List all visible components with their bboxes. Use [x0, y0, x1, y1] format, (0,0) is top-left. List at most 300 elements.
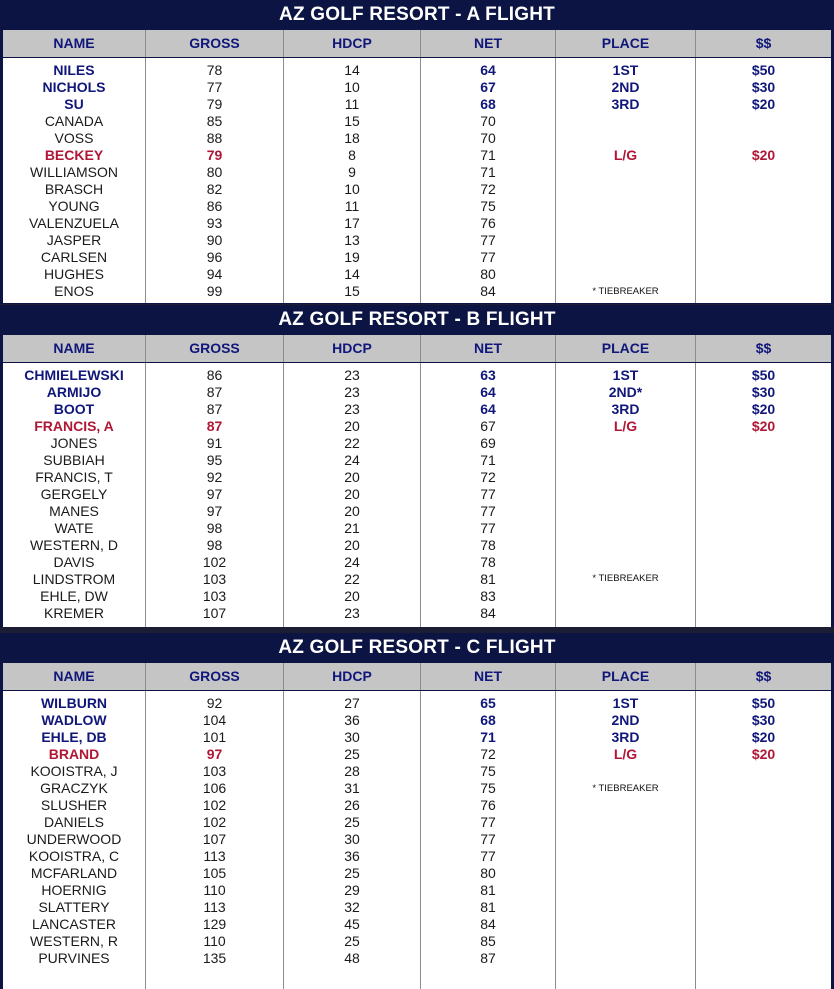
cell-name: UNDERWOOD: [26, 831, 122, 847]
column-place: [556, 58, 696, 303]
cell-gross: 78: [206, 62, 223, 78]
table-body: [3, 58, 831, 303]
cell-place: 3RD: [611, 401, 640, 417]
cell-gross: 107: [202, 831, 227, 847]
cell-name: SUBBIAH: [43, 452, 105, 468]
flight-c-section: [0, 633, 834, 989]
cell-hdcp: 25: [344, 865, 360, 881]
tiebreaker-note: * TIEBREAKER: [592, 286, 659, 297]
cell-place: [556, 605, 695, 622]
cell-hdcp: 14: [344, 62, 360, 78]
cell-money: [696, 848, 831, 865]
table-header: [3, 30, 831, 57]
cell-hdcp: 14: [344, 266, 360, 282]
cell-money: [696, 814, 831, 831]
column-gross: [146, 363, 284, 627]
flight-title: AZ GOLF RESORT - A FLIGHT: [279, 4, 555, 25]
cell-money: $50: [751, 695, 776, 711]
cell-gross: 102: [202, 554, 227, 570]
cell-name: MANES: [49, 503, 99, 519]
cell-hdcp: 28: [344, 763, 360, 779]
tiebreaker-note: * TIEBREAKER: [592, 573, 659, 584]
cell-name: VALENZUELA: [29, 215, 119, 231]
column-net: [421, 58, 556, 303]
cell-hdcp: 20: [344, 588, 360, 604]
cell-hdcp: 19: [344, 249, 360, 265]
cell-name: GRACZYK: [40, 780, 108, 796]
cell-gross: 87: [206, 401, 223, 417]
cell-net: 72: [480, 746, 496, 762]
cell-net: 80: [480, 266, 496, 282]
cell-name: CARLSEN: [40, 249, 108, 265]
cell-money: $20: [751, 96, 776, 112]
cell-name: FRANCIS, A: [34, 418, 114, 434]
cell-place: [556, 249, 695, 266]
cell-money: [696, 916, 831, 933]
cell-money: [696, 831, 831, 848]
cell-money: [696, 181, 831, 198]
cell-gross: 103: [202, 588, 227, 604]
cell-place: [556, 763, 695, 780]
cell-money: [696, 865, 831, 882]
cell-place: [556, 452, 695, 469]
cell-net: 78: [480, 537, 496, 553]
cell-name: JONES: [50, 435, 98, 451]
cell-place: [556, 232, 695, 249]
cell-gross: 104: [202, 712, 227, 728]
cell-net: 77: [480, 249, 496, 265]
table-header: [3, 663, 831, 690]
cell-name: DAVIS: [53, 554, 95, 570]
cell-net: 85: [480, 933, 496, 949]
cell-hdcp: 36: [344, 712, 360, 728]
cell-name: EHLE, DB: [41, 729, 107, 745]
cell-money: $20: [751, 418, 776, 434]
cell-gross: 87: [206, 418, 223, 434]
column-money: [696, 691, 831, 989]
cell-hdcp: 20: [344, 486, 360, 502]
cell-gross: 82: [206, 181, 223, 197]
cell-money: $20: [751, 401, 776, 417]
cell-gross: 88: [206, 130, 223, 146]
column-name: [3, 363, 146, 627]
table-body: [3, 363, 831, 627]
cell-name: CHMIELEWSKI: [24, 367, 124, 383]
cell-gross: 93: [206, 215, 223, 231]
cell-name: ARMIJO: [46, 384, 102, 400]
cell-money: [696, 215, 831, 232]
cell-money: [696, 882, 831, 899]
cell-place: [556, 814, 695, 831]
cell-net: 68: [480, 96, 496, 112]
cell-name: BOOT: [53, 401, 95, 417]
cell-place: [556, 848, 695, 865]
cell-place: L/G: [613, 746, 638, 762]
cell-place: 2ND*: [608, 384, 643, 400]
column-hdcp: [284, 363, 421, 627]
cell-place: [556, 520, 695, 537]
cell-money: [696, 469, 831, 486]
cell-name: FRANCIS, T: [35, 469, 113, 485]
cell-net: 78: [480, 554, 496, 570]
cell-hdcp: 8: [348, 147, 356, 163]
column-money: [696, 363, 831, 627]
cell-gross: 129: [202, 916, 227, 932]
cell-hdcp: 20: [344, 418, 360, 434]
cell-hdcp: 23: [344, 605, 360, 621]
column-hdcp: [284, 691, 421, 989]
cell-net: 84: [480, 283, 496, 299]
column-name: [3, 58, 146, 303]
cell-hdcp: 13: [344, 232, 360, 248]
cell-place: 2ND: [611, 79, 640, 95]
cell-place: [556, 537, 695, 554]
cell-net: 84: [480, 916, 496, 932]
header-name: NAME: [3, 663, 146, 690]
cell-hdcp: 36: [344, 848, 360, 864]
cell-net: 84: [480, 605, 496, 621]
cell-name: SU: [64, 96, 84, 112]
cell-net: 77: [480, 232, 496, 248]
cell-hdcp: 20: [344, 537, 360, 553]
header-hdcp: HDCP: [284, 30, 421, 57]
cell-name: KREMER: [44, 605, 104, 621]
cell-hdcp: 32: [344, 899, 360, 915]
cell-place: [556, 215, 695, 232]
cell-hdcp: 48: [344, 950, 360, 966]
cell-hdcp: 25: [344, 814, 360, 830]
header-gross: GROSS: [146, 335, 284, 362]
cell-gross: 97: [206, 503, 223, 519]
cell-hdcp: 21: [344, 520, 360, 536]
cell-net: 71: [480, 164, 496, 180]
cell-name: DANIELS: [44, 814, 104, 830]
cell-hdcp: 15: [344, 113, 360, 129]
cell-gross: 98: [206, 537, 223, 553]
cell-name: KOOISTRA, J: [30, 763, 118, 779]
flight-b-section: [0, 305, 834, 627]
cell-name: MCFARLAND: [30, 865, 118, 881]
cell-name: JASPER: [46, 232, 102, 248]
cell-gross: 79: [206, 96, 223, 112]
cell-place: [556, 198, 695, 215]
cell-gross: 85: [206, 113, 223, 129]
column-gross: [146, 691, 284, 989]
cell-name: VOSS: [54, 130, 94, 146]
cell-money: $20: [751, 147, 776, 163]
cell-hdcp: 31: [344, 780, 360, 796]
cell-net: 72: [480, 181, 496, 197]
column-gross: [146, 58, 284, 303]
cell-hdcp: 30: [344, 729, 360, 745]
cell-gross: 97: [206, 746, 223, 762]
cell-gross: 105: [202, 865, 227, 881]
cell-money: [696, 198, 831, 215]
cell-hdcp: 23: [344, 367, 360, 383]
cell-place: [556, 181, 695, 198]
header-money: $$: [755, 668, 772, 684]
cell-gross: 98: [206, 520, 223, 536]
cell-gross: 92: [206, 469, 223, 485]
cell-place: [556, 486, 695, 503]
cell-name: HOERNIG: [41, 882, 107, 898]
cell-place: 3RD: [611, 96, 640, 112]
header-net: NET: [421, 663, 556, 690]
cell-place: [556, 899, 695, 916]
cell-place: 1ST: [612, 367, 639, 383]
cell-money: $20: [751, 746, 776, 762]
cell-place: [556, 865, 695, 882]
cell-gross: 91: [206, 435, 223, 451]
cell-gross: 102: [202, 797, 227, 813]
cell-gross: 103: [202, 571, 227, 587]
cell-money: [696, 537, 831, 554]
cell-net: 69: [480, 435, 496, 451]
cell-net: 71: [480, 147, 496, 163]
cell-money: [696, 763, 831, 780]
cell-money: [696, 164, 831, 181]
cell-net: 77: [480, 503, 496, 519]
cell-net: 70: [480, 130, 496, 146]
cell-money: [696, 571, 831, 588]
header-place: PLACE: [556, 663, 696, 690]
header-money: $$: [755, 340, 772, 356]
cell-place: [556, 950, 695, 967]
cell-name: ENOS: [54, 283, 94, 299]
cell-money: [696, 232, 831, 249]
cell-net: 64: [480, 401, 496, 417]
cell-gross: 101: [202, 729, 227, 745]
cell-hdcp: 25: [344, 746, 360, 762]
header-hdcp: HDCP: [284, 663, 421, 690]
cell-hdcp: 29: [344, 882, 360, 898]
cell-net: 75: [480, 763, 496, 779]
cell-gross: 86: [206, 198, 223, 214]
cell-money: [696, 113, 831, 130]
cell-name: YOUNG: [48, 198, 100, 214]
flight-title: AZ GOLF RESORT - B FLIGHT: [278, 309, 556, 330]
cell-place: [556, 933, 695, 950]
cell-net: 81: [480, 882, 496, 898]
cell-net: 64: [480, 62, 496, 78]
cell-gross: 80: [206, 164, 223, 180]
table-body: [3, 691, 831, 989]
cell-gross: 113: [203, 848, 226, 864]
cell-name: LANCASTER: [31, 916, 117, 932]
cell-name: SLUSHER: [40, 797, 108, 813]
cell-hdcp: 27: [344, 695, 360, 711]
cell-net: 76: [480, 797, 496, 813]
cell-net: 77: [480, 486, 496, 502]
cell-net: 67: [480, 79, 496, 95]
cell-place: [556, 882, 695, 899]
cell-place: L/G: [613, 147, 638, 163]
cell-net: 63: [480, 367, 496, 383]
cell-place: 2ND: [611, 712, 640, 728]
cell-name: GERGELY: [40, 486, 108, 502]
cell-hdcp: 23: [344, 384, 360, 400]
cell-money: $20: [751, 729, 776, 745]
cell-hdcp: 10: [344, 181, 360, 197]
cell-name: KOOISTRA, C: [28, 848, 120, 864]
cell-net: 65: [480, 695, 496, 711]
cell-hdcp: 20: [344, 503, 360, 519]
cell-place: [556, 164, 695, 181]
header-gross: GROSS: [146, 663, 284, 690]
cell-money: [696, 933, 831, 950]
cell-net: 71: [480, 452, 496, 468]
cell-gross: 94: [206, 266, 223, 282]
header-money: $$: [755, 35, 772, 51]
header-name: NAME: [3, 30, 146, 57]
cell-gross: 113: [203, 899, 226, 915]
cell-hdcp: 30: [344, 831, 360, 847]
tiebreaker-note: * TIEBREAKER: [592, 783, 659, 794]
cell-hdcp: 11: [344, 96, 360, 112]
cell-name: LINDSTROM: [32, 571, 116, 587]
cell-name: WESTERN, D: [30, 537, 118, 553]
cell-net: 77: [480, 848, 496, 864]
cell-hdcp: 11: [344, 198, 360, 214]
cell-money: [696, 486, 831, 503]
cell-gross: 99: [206, 283, 223, 299]
cell-net: 81: [480, 571, 496, 587]
cell-net: 77: [480, 831, 496, 847]
flight-a-section: [0, 0, 834, 304]
cell-net: 81: [480, 899, 496, 915]
cell-gross: 90: [206, 232, 223, 248]
cell-name: WILLIAMSON: [30, 164, 118, 180]
cell-money: [696, 605, 831, 622]
cell-name: CANADA: [44, 113, 104, 129]
cell-net: 76: [480, 215, 496, 231]
column-place: [556, 691, 696, 989]
header-hdcp: HDCP: [284, 335, 421, 362]
cell-net: 83: [480, 588, 496, 604]
column-money: [696, 58, 831, 303]
cell-gross: 110: [203, 882, 226, 898]
cell-gross: 135: [202, 950, 227, 966]
cell-gross: 96: [206, 249, 223, 265]
cell-place: [556, 113, 695, 130]
cell-money: [696, 950, 831, 967]
cell-money: [696, 503, 831, 520]
cell-hdcp: 17: [344, 215, 360, 231]
cell-place: [556, 130, 695, 147]
column-hdcp: [284, 58, 421, 303]
cell-net: 71: [480, 729, 496, 745]
cell-money: [696, 797, 831, 814]
cell-money: $30: [751, 79, 776, 95]
cell-gross: 102: [202, 814, 227, 830]
cell-name: WATE: [54, 520, 94, 536]
cell-money: [696, 266, 831, 283]
cell-gross: 107: [202, 605, 227, 621]
cell-money: $30: [751, 384, 776, 400]
column-name: [3, 691, 146, 989]
cell-money: [696, 452, 831, 469]
cell-money: [696, 130, 831, 147]
cell-net: 77: [480, 814, 496, 830]
cell-place: 1ST: [612, 695, 639, 711]
cell-place: [556, 797, 695, 814]
cell-name: BRASCH: [44, 181, 104, 197]
cell-name: HUGHES: [44, 266, 104, 282]
cell-money: [696, 899, 831, 916]
cell-name: WESTERN, R: [30, 933, 118, 949]
cell-net: 70: [480, 113, 496, 129]
cell-hdcp: 24: [344, 452, 360, 468]
cell-net: 75: [480, 198, 496, 214]
cell-hdcp: 24: [344, 554, 360, 570]
header-gross: GROSS: [146, 30, 284, 57]
cell-money: $50: [751, 62, 776, 78]
cell-name: WADLOW: [41, 712, 107, 728]
cell-money: [696, 588, 831, 605]
cell-name: NICHOLS: [42, 79, 106, 95]
cell-gross: 79: [206, 147, 223, 163]
cell-net: 75: [480, 780, 496, 796]
cell-gross: 95: [206, 452, 223, 468]
cell-hdcp: 18: [344, 130, 360, 146]
header-net: NET: [421, 30, 556, 57]
cell-name: PURVINES: [38, 950, 110, 966]
cell-hdcp: 45: [344, 916, 360, 932]
cell-money: $50: [751, 367, 776, 383]
cell-place: 1ST: [612, 62, 639, 78]
cell-gross: 106: [202, 780, 227, 796]
cell-gross: 110: [203, 933, 226, 949]
cell-money: [696, 520, 831, 537]
cell-hdcp: 22: [344, 435, 360, 451]
cell-money: [696, 435, 831, 452]
cell-name: NILES: [53, 62, 95, 78]
cell-hdcp: 26: [344, 797, 360, 813]
cell-hdcp: 15: [344, 283, 360, 299]
cell-gross: 86: [206, 367, 223, 383]
cell-hdcp: 22: [344, 571, 360, 587]
cell-money: [696, 249, 831, 266]
cell-place: [556, 469, 695, 486]
cell-net: 68: [480, 712, 496, 728]
cell-gross: 77: [206, 79, 223, 95]
cell-place: [556, 503, 695, 520]
cell-money: [696, 283, 831, 300]
cell-place: [556, 435, 695, 452]
cell-gross: 97: [206, 486, 223, 502]
cell-place: L/G: [613, 418, 638, 434]
cell-gross: 87: [206, 384, 223, 400]
cell-net: 64: [480, 384, 496, 400]
flight-title: AZ GOLF RESORT - C FLIGHT: [278, 637, 556, 658]
cell-name: EHLE, DW: [40, 588, 108, 604]
cell-name: BRAND: [48, 746, 100, 762]
header-net: NET: [421, 335, 556, 362]
cell-gross: 103: [202, 763, 227, 779]
cell-hdcp: 10: [344, 79, 360, 95]
cell-place: [556, 554, 695, 571]
cell-gross: 92: [206, 695, 223, 711]
cell-hdcp: 25: [344, 933, 360, 949]
cell-name: BECKEY: [44, 147, 104, 163]
cell-net: 77: [480, 520, 496, 536]
cell-net: 67: [480, 418, 496, 434]
cell-name: SLATTERY: [38, 899, 110, 915]
header-place: PLACE: [556, 335, 696, 362]
cell-hdcp: 23: [344, 401, 360, 417]
cell-money: [696, 780, 831, 797]
header-name: NAME: [3, 335, 146, 362]
